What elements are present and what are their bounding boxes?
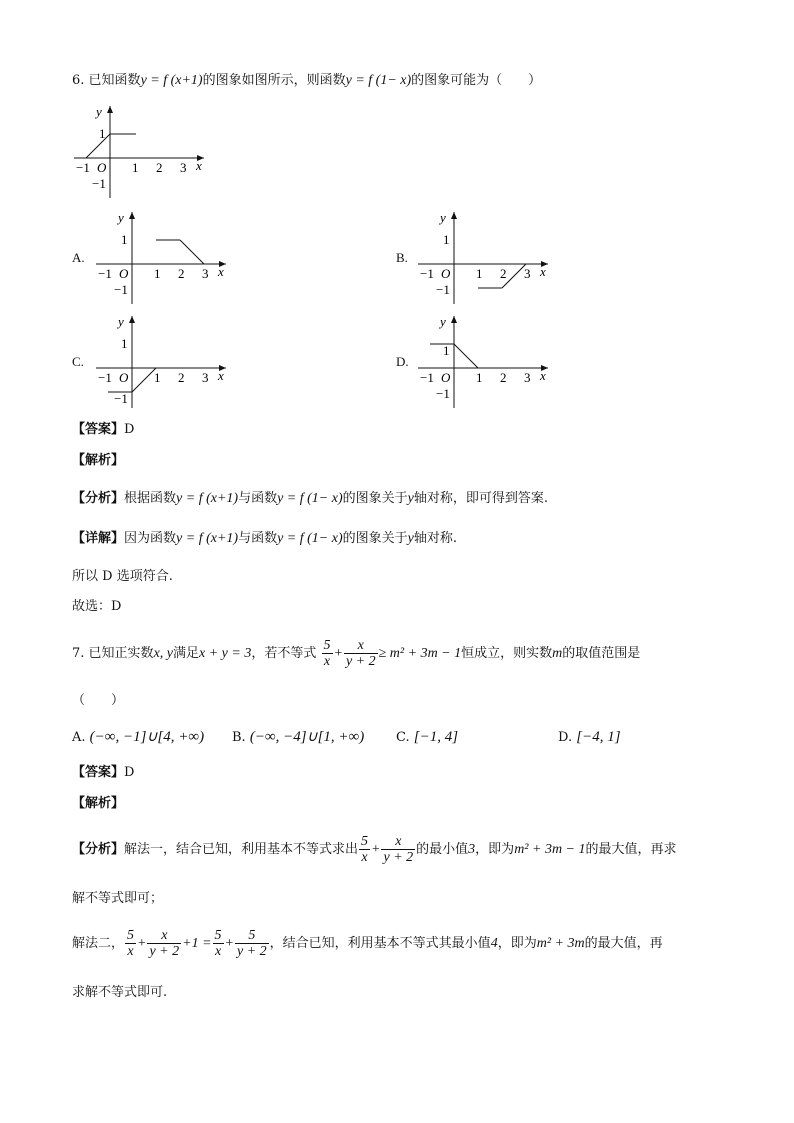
- q7-answer: D: [124, 765, 135, 780]
- q6-detail-func1: y = f (x+1): [176, 531, 239, 546]
- q7-sol2-frac2: [147, 928, 181, 959]
- tick-y-1: 1: [99, 126, 106, 141]
- q6-text-b: 的图象如图所示，则函数: [202, 73, 346, 88]
- axis-y-label: y: [118, 210, 124, 225]
- q6-detail-text-b: 与函数: [238, 531, 278, 546]
- q7-inequality: ≥ m² + 3m − 1: [378, 646, 462, 661]
- q7-option-d-value: [−4, 1]: [576, 729, 621, 745]
- q7-sol2-text-c: ，即为: [497, 936, 537, 951]
- q6-detail-line: [72, 530, 457, 548]
- frac-num: x: [381, 834, 415, 850]
- q6-fenxi-text-a: 根据函数: [124, 491, 177, 506]
- q6-guxuan-line: 故选：D: [72, 599, 122, 614]
- tick-x-2: 2: [156, 160, 163, 175]
- q7-m: m: [552, 646, 563, 661]
- tick-y-1: 1: [443, 232, 450, 247]
- tick-x-2: 2: [500, 370, 507, 385]
- q6-fenxi-y: y: [407, 491, 414, 506]
- q6-fenxi-text-c: 的图象关于: [342, 491, 408, 506]
- q6-fenxi-text-b: 与函数: [238, 491, 278, 506]
- q6-suoyi-line: 所以 D 选项符合.: [72, 569, 173, 584]
- q7-fenxi-text-a: 解法一，结合已知，利用基本不等式求出: [124, 842, 359, 857]
- q7-fenxi-frac2: [381, 834, 415, 865]
- q6-fenxi-func1: y = f (x+1): [176, 491, 239, 506]
- q7-option-d-label: D.: [558, 730, 573, 745]
- origin-label: O: [119, 266, 129, 281]
- axis-x-label: x: [218, 264, 224, 279]
- q7-frac1: [322, 638, 333, 669]
- tick-x-2: 2: [500, 266, 507, 281]
- origin-label: O: [119, 370, 129, 385]
- tick-x-neg1: −1: [98, 266, 112, 281]
- q7-frac1-den: x: [323, 654, 331, 669]
- q7-sol2-min: 4: [490, 936, 498, 951]
- tick-x-3: 3: [202, 266, 209, 281]
- q6-analysis-line: [72, 452, 124, 470]
- q7-fenxi-text-b: 的最小值: [416, 842, 469, 857]
- tick-x-3: 3: [524, 370, 531, 385]
- tick-x-3: 3: [202, 370, 209, 385]
- q7-fenxi-label: 【分析】: [72, 842, 125, 857]
- q7-analysis-line: [72, 795, 124, 813]
- q7-vars: x, y: [153, 646, 173, 661]
- frac-den: y + 2: [149, 944, 180, 959]
- q6-option-a-label: A.: [72, 250, 85, 265]
- frac-num: 5: [361, 834, 369, 849]
- frac-num: 5: [214, 928, 222, 943]
- q6-option-d-label: D.: [396, 354, 409, 369]
- q7-sol2-expr: m² + 3m: [536, 936, 585, 951]
- tick-y-neg1: −1: [436, 386, 450, 401]
- q7-option-a-label: A.: [72, 730, 86, 745]
- frac-den: x: [214, 944, 222, 959]
- q6-detail-label: 【详解】: [72, 531, 125, 546]
- q7-text-e: 的取值范围是: [562, 646, 641, 661]
- q7-text-d: 恒成立，则实数: [461, 646, 553, 661]
- q7-text-a: 已知正实数: [88, 646, 154, 661]
- q7-answer-line: [72, 764, 134, 782]
- tick-x-neg1: −1: [98, 370, 112, 385]
- q6-analysis-label: 【解析】: [72, 453, 125, 468]
- q7-paren: （ ）: [72, 693, 125, 708]
- q6-fenxi-text-d: 轴对称，即可得到答案.: [413, 491, 549, 506]
- tick-x-2: 2: [178, 266, 185, 281]
- q6-option-a-graph: [92, 206, 232, 306]
- tick-y-1: 1: [443, 343, 450, 358]
- origin-label: O: [441, 266, 451, 281]
- q7-option-d: [558, 728, 621, 747]
- tick-x-1: 1: [476, 370, 483, 385]
- q6-option-d-graph: [414, 310, 554, 410]
- frac-den: x: [127, 944, 134, 959]
- q7-fenxi-line2: 解不等式即可；: [72, 891, 164, 906]
- tick-x-neg1: −1: [76, 160, 90, 175]
- q6-answer-label: 【答案】: [72, 422, 125, 437]
- axis-x-label: x: [196, 158, 202, 173]
- axis-y-label: y: [118, 314, 124, 329]
- frac-num: x: [147, 928, 181, 944]
- q7-answer-label: 【答案】: [72, 765, 125, 780]
- q7-text-c: ，若不等式: [251, 646, 317, 661]
- tick-y-neg1: −1: [92, 176, 106, 191]
- q6-func2: y = f (1− x): [345, 73, 412, 88]
- q6-number: 6.: [72, 73, 85, 88]
- axis-x-label: x: [218, 368, 224, 383]
- q6-option-b-graph: [414, 206, 554, 306]
- tick-x-1: 1: [132, 160, 139, 175]
- axis-y-label: y: [440, 210, 446, 225]
- q7-stem: [72, 636, 640, 672]
- q7-frac2: [344, 638, 378, 669]
- q6-main-graph: [70, 100, 210, 200]
- q6-option-c-graph: [92, 310, 232, 410]
- tick-y-neg1: −1: [114, 391, 128, 406]
- q7-option-c-value: [−1, 4]: [413, 729, 459, 745]
- frac-den: x: [361, 850, 368, 865]
- q7-analysis-label: 【解析】: [72, 796, 125, 811]
- q7-options: [72, 728, 204, 747]
- q7-fenxi-min: 3: [468, 842, 476, 857]
- origin-label: O: [441, 370, 451, 385]
- q6-detail-text-a: 因为函数: [124, 531, 177, 546]
- frac-den: y + 2: [383, 850, 414, 865]
- tick-y-neg1: −1: [436, 282, 450, 297]
- axis-y-label: y: [440, 314, 446, 329]
- q7-frac1-num: 5: [323, 638, 331, 653]
- q7-fenxi-frac1: [359, 834, 370, 865]
- tick-x-3: 3: [180, 160, 187, 175]
- origin-label: O: [97, 160, 107, 175]
- q7-sol2-line: [72, 926, 663, 962]
- q7-fenxi-text-c: ，即为: [475, 842, 515, 857]
- q7-option-b-value: (−∞, −4]∪[1, +∞): [249, 729, 365, 745]
- axis-y-label: y: [96, 104, 102, 119]
- q6-fenxi-line: [72, 490, 548, 508]
- axis-x-label: x: [540, 264, 546, 279]
- frac-den: y + 2: [237, 944, 267, 959]
- frac-num: 5: [235, 928, 269, 944]
- q7-fenxi-expr: m² + 3m − 1: [514, 842, 586, 857]
- tick-x-neg1: −1: [420, 370, 434, 385]
- q7-option-b: [232, 728, 364, 747]
- q7-sol2-line2: 求解不等式即可.: [72, 985, 168, 1000]
- tick-x-2: 2: [178, 370, 185, 385]
- q7-frac2-den: y + 2: [345, 654, 376, 669]
- q7-sol2-plus1: +1 =: [182, 936, 212, 951]
- tick-x-neg1: −1: [420, 266, 434, 281]
- q6-detail-func2: y = f (1− x): [277, 531, 343, 546]
- tick-x-1: 1: [476, 266, 483, 281]
- q7-option-c: [396, 728, 458, 747]
- plus-sign: +: [224, 936, 234, 951]
- q6-detail-y: y: [407, 531, 414, 546]
- tick-x-1: 1: [154, 266, 161, 281]
- q6-detail-text-c: 的图象关于: [342, 531, 408, 546]
- q7-number: 7.: [72, 646, 85, 661]
- q6-detail-text-d: 轴对称.: [413, 531, 458, 546]
- q6-text-c: 的图象可能为（ ）: [411, 73, 542, 88]
- q7-condition: x + y = 3: [199, 646, 252, 661]
- tick-x-1: 1: [154, 370, 161, 385]
- q6-func1: y = f (x+1): [140, 73, 203, 88]
- plus-sign: +: [371, 842, 381, 857]
- q7-sol2-frac4: [235, 928, 269, 959]
- q6-stem: [72, 72, 541, 90]
- q7-sol2-text-a: 解法二，: [72, 936, 125, 951]
- q6-option-c-label: C.: [72, 354, 84, 369]
- q7-sol2-text-d: 的最大值，再: [584, 936, 663, 951]
- q7-sol2-text-b: ，结合已知，利用基本不等式其最小值: [269, 936, 491, 951]
- axis-x-label: x: [540, 368, 546, 383]
- q7-plus: +: [333, 646, 343, 661]
- frac-num: 5: [127, 928, 135, 943]
- q7-option-b-label: B.: [232, 730, 246, 745]
- q7-sol2-frac3: [213, 928, 224, 959]
- tick-y-1: 1: [121, 336, 128, 351]
- q6-answer-line: [72, 421, 134, 439]
- q6-fenxi-func2: y = f (1− x): [277, 491, 343, 506]
- tick-y-1: 1: [121, 232, 128, 247]
- q6-text-a: 已知函数: [88, 73, 141, 88]
- q7-frac2-num: x: [344, 638, 378, 654]
- q6-fenxi-label: 【分析】: [72, 491, 125, 506]
- plus-sign: +: [137, 936, 147, 951]
- q6-answer: D: [124, 422, 135, 437]
- tick-x-3: 3: [524, 266, 531, 281]
- tick-y-neg1: −1: [114, 282, 128, 297]
- q7-fenxi-line: [72, 832, 677, 868]
- q6-option-b-label: B.: [396, 250, 408, 265]
- q7-option-a: (−∞, −1]∪[4, +∞): [89, 729, 205, 745]
- q7-sol2-frac1: [125, 928, 136, 959]
- q7-text-b: 满足: [173, 646, 200, 661]
- q7-fenxi-text-d: 的最大值，再求: [585, 842, 677, 857]
- q7-option-c-label: C.: [396, 730, 410, 745]
